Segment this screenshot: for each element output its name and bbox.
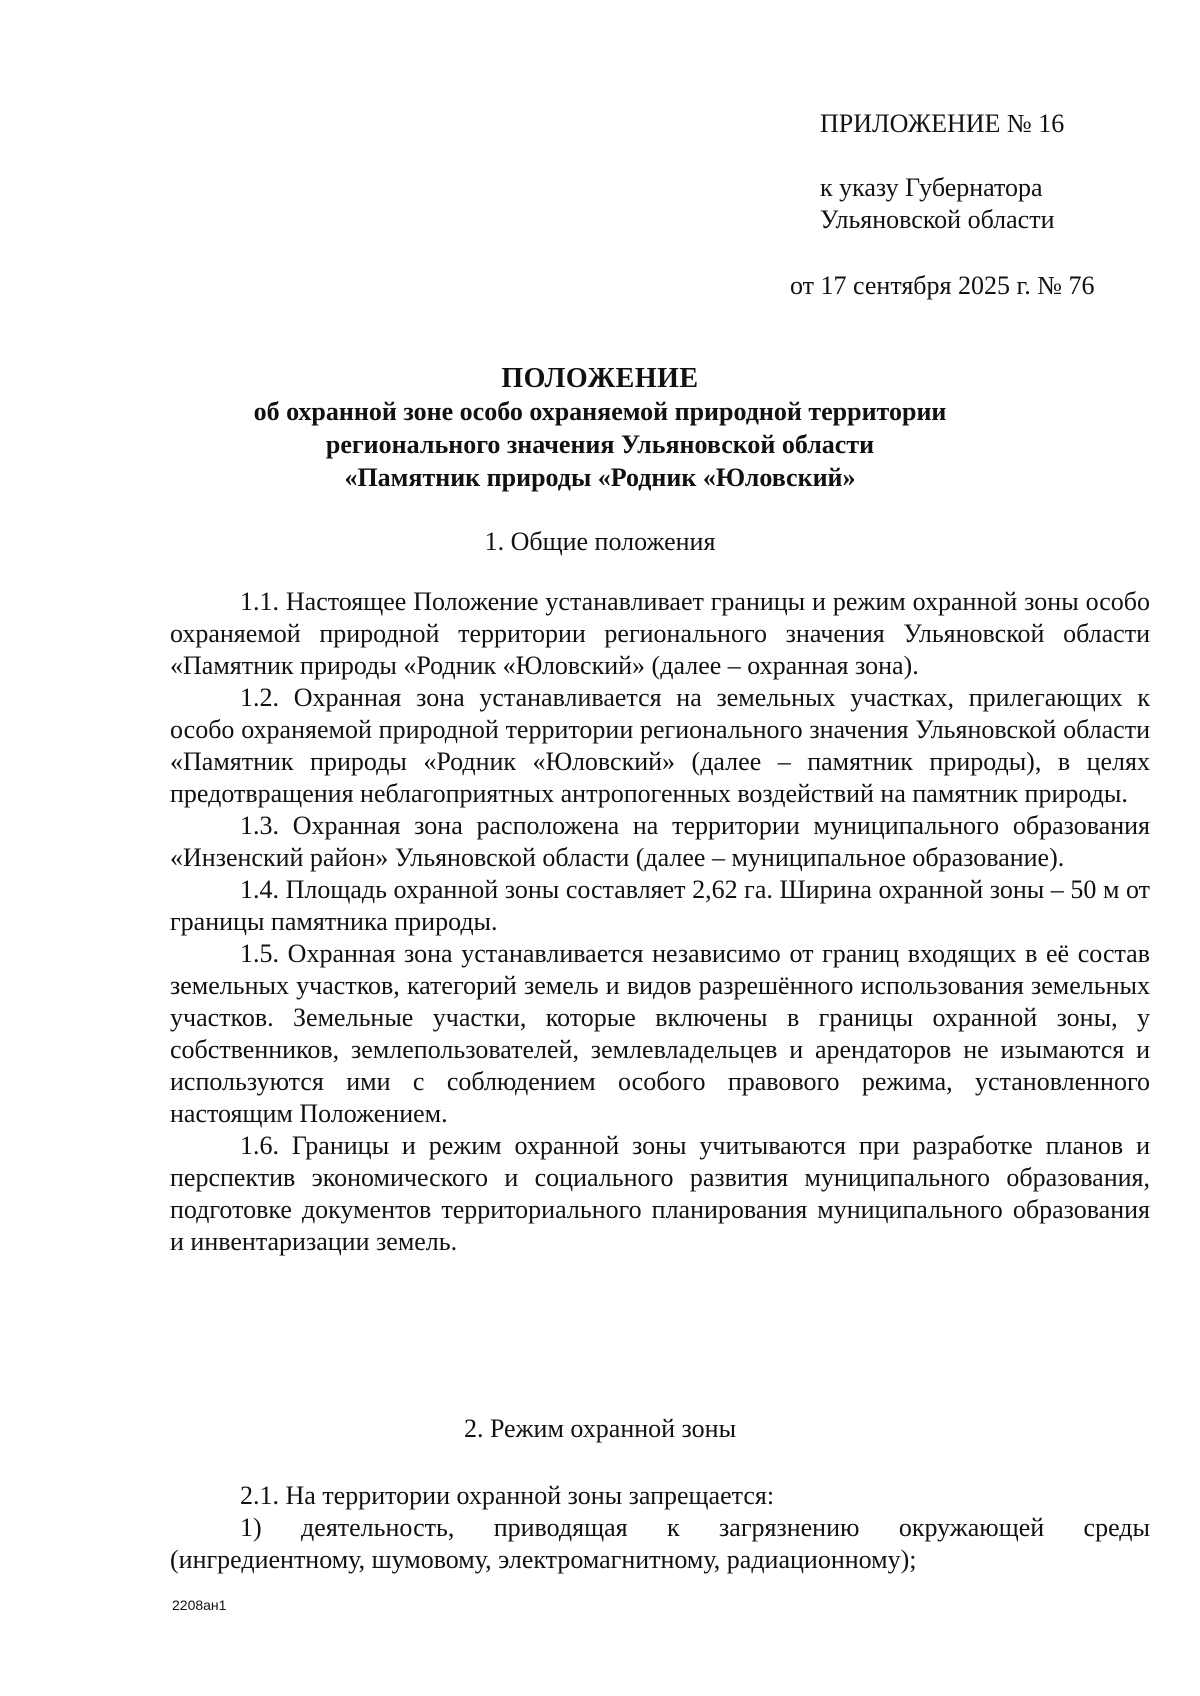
footer-document-code: 2208ан1 bbox=[172, 1597, 227, 1613]
appendix-reference-line-1: к указу Губернатора bbox=[820, 173, 1043, 202]
section-body-general bbox=[170, 586, 1150, 1258]
paragraph-2-1-item-1: 1) деятельность, приводящая к загрязнению окружающей среды (ингредиентному, шумовому, электромагнитному, радиационному); bbox=[170, 1513, 1150, 1574]
document-title-line-2: регионального значения Ульяновской области bbox=[325, 430, 875, 459]
appendix-reference-line-2: Ульяновской области bbox=[820, 205, 1055, 234]
document-title-line-1: об охранной зоне особо охраняемой природной территории bbox=[253, 397, 947, 426]
section-heading-regime: 2. Режим охранной зоны bbox=[463, 1414, 737, 1443]
paragraph-1-6: 1.6. Границы и режим охранной зоны учитываются при разработке планов и перспектив экономического и социального развития муниципального образования, подготовке документов территориального планирования муниципального образования и инвентаризации земель. bbox=[170, 1131, 1150, 1256]
paragraph-2-1: 2.1. На территории охранной зоны запрещается: bbox=[240, 1481, 775, 1510]
paragraph-1-5: 1.5. Охранная зона устанавливается независимо от границ входящих в её состав земельных участков, категорий земель и видов разрешённого использования земельных участков. Земельные участки, которые включены в границы охранной зоны, у собственников, землепользователей, землевладельцев и арендаторов не изымаются и используются ими с соблюдением особого правового режима, установленного настоящим Положением. bbox=[170, 939, 1150, 1128]
document-title-main: ПОЛОЖЕНИЕ bbox=[501, 363, 699, 394]
document-title-line-3: «Памятник природы «Родник «Юловский» bbox=[344, 463, 856, 492]
paragraph-1-3: 1.3. Охранная зона расположена на территории муниципального образования «Инзенский район» Ульяновской области (далее – муниципальное образование). bbox=[170, 811, 1150, 872]
paragraph-1-4: 1.4. Площадь охранной зоны составляет 2,62 га. Ширина охранной зоны – 50 м от границы памятника природы. bbox=[170, 875, 1150, 936]
section-body-regime bbox=[170, 1480, 1150, 1576]
appendix-reference bbox=[820, 172, 1120, 236]
document-title bbox=[150, 362, 1050, 494]
appendix-date: от 17 сентября 2025 г. № 76 bbox=[790, 271, 1095, 300]
section-heading-general: 1. Общие положения bbox=[484, 527, 716, 556]
paragraph-1-2: 1.2. Охранная зона устанавливается на земельных участках, прилегающих к особо охраняемой природной территории регионального значения Ульяновской области «Памятник природы «Родник «Юловский» (далее – памятник природы), в целях предотвращения неблагоприятных антропогенных воздействий на памятник природы. bbox=[170, 683, 1150, 808]
appendix-title: ПРИЛОЖЕНИЕ № 16 bbox=[820, 109, 1065, 138]
paragraph-1-1: 1.1. Настоящее Положение устанавливает границы и режим охранной зоны особо охраняемой природной территории регионального значения Ульяновской области «Памятник природы «Родник «Юловский» (далее – охранная зона). bbox=[170, 587, 1150, 680]
